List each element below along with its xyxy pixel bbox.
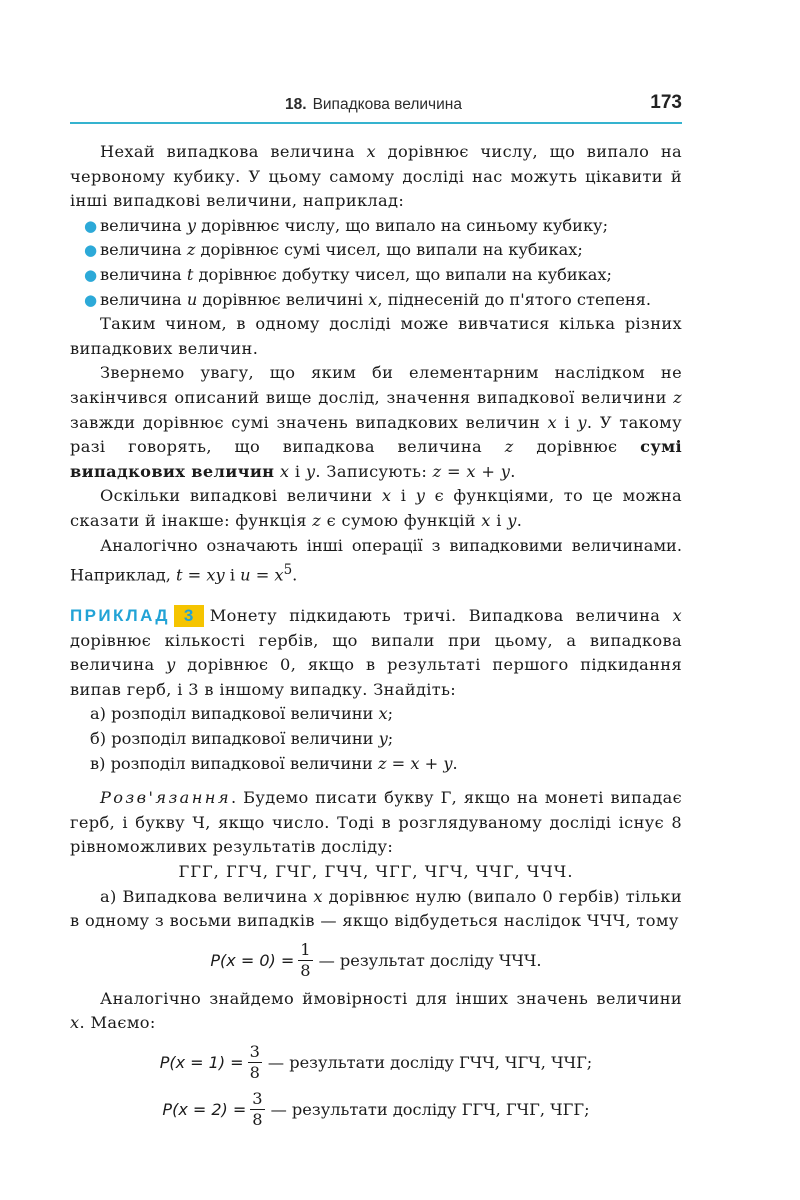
math-variable: y (577, 412, 587, 432)
formula-lhs: P(x = 1) = (159, 1052, 244, 1072)
text-run: величина (100, 289, 187, 309)
math-variable: z (186, 240, 196, 260)
task-item (90, 752, 682, 777)
example-label: ПРИКЛАД (70, 606, 170, 626)
list-item (84, 214, 682, 239)
paragraph-sum-definition (70, 361, 682, 484)
paragraph-other-values (70, 987, 682, 1036)
math-variable: x (70, 1013, 80, 1033)
example-tasks (70, 702, 682, 776)
text-run: є сумою функцій (321, 510, 482, 530)
math-variable: x (368, 289, 378, 309)
math-variable: z = x + y (377, 753, 453, 773)
math-variable: x (672, 606, 682, 626)
page-number: 173 (650, 92, 682, 113)
examples-list (70, 214, 682, 312)
bold-term: сумі випадкових величин (70, 437, 683, 481)
superscript: 5 (283, 562, 293, 579)
paragraph-functions (70, 484, 682, 533)
math-variable: y (507, 510, 517, 530)
text-run: дорівнює сумі чисел, що випали на кубиках; (195, 240, 583, 260)
fraction-numerator: 3 (252, 1088, 263, 1108)
math-variable: x (366, 142, 376, 161)
list-item-text (100, 290, 651, 309)
solution-part-a (70, 885, 682, 934)
math-variable: t (186, 264, 194, 284)
formula-rhs: — результат досліду ЧЧЧ. (318, 950, 542, 970)
section-heading (285, 96, 462, 114)
text-run: Нехай випадкова величина (100, 142, 367, 161)
text-run: . У такому разі говорять, що випадкова величина (70, 412, 682, 457)
text-run: дорівнює 0, якщо в результаті першого підкидання випав герб, і 3 в іншому випадку. Знайдіть: (70, 655, 683, 699)
bullet-icon: ● (84, 216, 98, 235)
task-item (90, 702, 682, 727)
math-variable: x (381, 486, 392, 506)
fraction (248, 1042, 262, 1083)
outcomes-list: ГГГ, ГГЧ, ГЧГ, ГЧЧ, ЧГГ, ЧГЧ, ЧЧГ, ЧЧЧ. (178, 862, 574, 882)
fraction-numerator: 1 (300, 939, 311, 959)
fraction-denominator: 8 (300, 960, 311, 980)
text-run: б) розподіл випадкової величини (90, 729, 379, 749)
text-run: дорівнює кількості гербів, що випали при цьому, а випадкова величина (70, 630, 682, 675)
text-run: дорівнює величині (197, 289, 369, 309)
text-run: Оскільки випадкові величини (100, 486, 382, 506)
math-variable: z (673, 387, 682, 407)
text-run: Аналогічно означають інші операції з випадковими величинами. Наприклад, (70, 535, 682, 585)
text-run: і (391, 486, 416, 506)
math-variable: u (186, 289, 198, 309)
math-variable: y (186, 215, 196, 235)
math-variable: x (279, 461, 290, 481)
text-run: Аналогічно знайдемо ймовірності для інших значень величини (100, 988, 682, 1008)
solution-label: Розв'язання (100, 788, 231, 808)
text-run: є функціями, то це можна сказати й інакше: функція (70, 486, 683, 530)
text-run: . Будемо писати букву Г, якщо на монеті випадає герб, і букву Ч, якщо число. Тоді в розглядуваному досліді існує 8 рівноможливих результатів досліду: (70, 788, 682, 857)
bullet-icon: ● (84, 265, 98, 284)
fraction-numerator: 3 (249, 1041, 260, 1061)
math-variable: z (504, 437, 514, 457)
math-variable: z = x + y (432, 461, 511, 481)
text-run: дорівнює числу, що випало на червоному кубику. У цьому самому досліді нас можуть цікавити й інші випадкові величини, наприклад: (70, 142, 683, 211)
bullet-icon: ● (84, 290, 98, 309)
formula-p-x2 (70, 1089, 682, 1130)
math-variable: y (415, 486, 426, 506)
text-run: дорівнює числу, що випало на синьому кубику; (196, 215, 609, 235)
math-variable: y (378, 729, 388, 749)
math-variable: x (547, 412, 558, 432)
text-run: і (490, 510, 508, 530)
task-item (90, 727, 682, 752)
paragraph-many-variables (70, 312, 682, 361)
list-item (84, 288, 682, 313)
example-number: 3 (174, 605, 204, 627)
page-content (70, 140, 682, 1136)
paragraph-operations (70, 534, 682, 589)
list-item-text (100, 240, 583, 259)
section-title: Випадкова величина (312, 96, 462, 113)
bullet-icon: ● (84, 241, 98, 260)
text-run: величина (100, 215, 187, 235)
math-variable: x (378, 704, 388, 724)
solution-paragraph (70, 786, 682, 860)
text-run: величина (100, 264, 187, 284)
text-run: а) розподіл випадкової величини (90, 704, 379, 724)
text-run: і (557, 412, 578, 432)
intro-paragraph (70, 140, 682, 214)
running-header (70, 92, 682, 124)
text-run: і (289, 461, 306, 481)
formula-p-x0 (70, 940, 682, 981)
text-run: в) розподіл випадкової величини (90, 753, 378, 773)
formula-p-x1 (70, 1042, 682, 1083)
formula-lhs: P(x = 2) = (162, 1099, 247, 1119)
list-item-text (100, 216, 608, 235)
math-variable: u = x (240, 565, 284, 585)
fraction-denominator: 8 (249, 1062, 260, 1082)
text-run: величина (100, 240, 187, 260)
text-run: . Записують: (315, 461, 433, 481)
text-run: . (510, 461, 516, 481)
text-run: дорівнює (513, 437, 641, 457)
list-item-text (100, 265, 612, 284)
text-run: Монету підкидають тричі. Випадкова величина (209, 606, 673, 626)
text-run: ; (387, 729, 394, 749)
fraction-denominator: 8 (252, 1109, 263, 1129)
math-variable: x (481, 510, 491, 530)
text-run: дорівнює добутку чисел, що випали на кубиках; (193, 264, 613, 284)
text-run: . Маємо: (79, 1013, 156, 1033)
text-run: , піднесеній до п'ятого степеня. (377, 289, 652, 309)
formula-rhs: — результати досліду ГЧЧ, ЧГЧ, ЧЧГ; (267, 1052, 593, 1072)
text-run: Звернемо увагу, що яким би елементарним наслідком не закінчився описаний вище дослід, значення випадкової величини (70, 363, 682, 407)
text-run: . (452, 753, 458, 773)
list-item (84, 263, 682, 288)
formula-rhs: — результати досліду ГГЧ, ГЧГ, ЧГГ; (270, 1099, 590, 1119)
text-run: . (516, 510, 523, 530)
text-run: дорівнює нулю (випало 0 гербів) тільки в одному з восьми випадків — якщо відбудеться наслідок ЧЧЧ, тому (70, 886, 682, 931)
math-variable: t = xy (176, 565, 225, 585)
text-run: ; (387, 704, 394, 724)
text-run: . (292, 565, 298, 585)
math-variable: z (312, 510, 322, 530)
text-run: і (224, 565, 241, 585)
fraction (298, 940, 312, 981)
text-run: Таким чином, в одному досліді може вивчатися кілька різних випадкових величин. (70, 314, 682, 358)
formula-lhs: P(x = 0) = (210, 950, 295, 970)
math-variable: y (166, 655, 176, 675)
text-run: а) Випадкова величина (100, 886, 314, 906)
section-number: 18. (285, 96, 307, 113)
fraction (250, 1089, 264, 1130)
example-paragraph (70, 604, 682, 702)
math-variable: x (313, 886, 323, 906)
math-variable: y (305, 461, 316, 481)
list-item (84, 238, 682, 263)
text-run: завжди дорівнює сумі значень випадкових величин (70, 412, 548, 432)
